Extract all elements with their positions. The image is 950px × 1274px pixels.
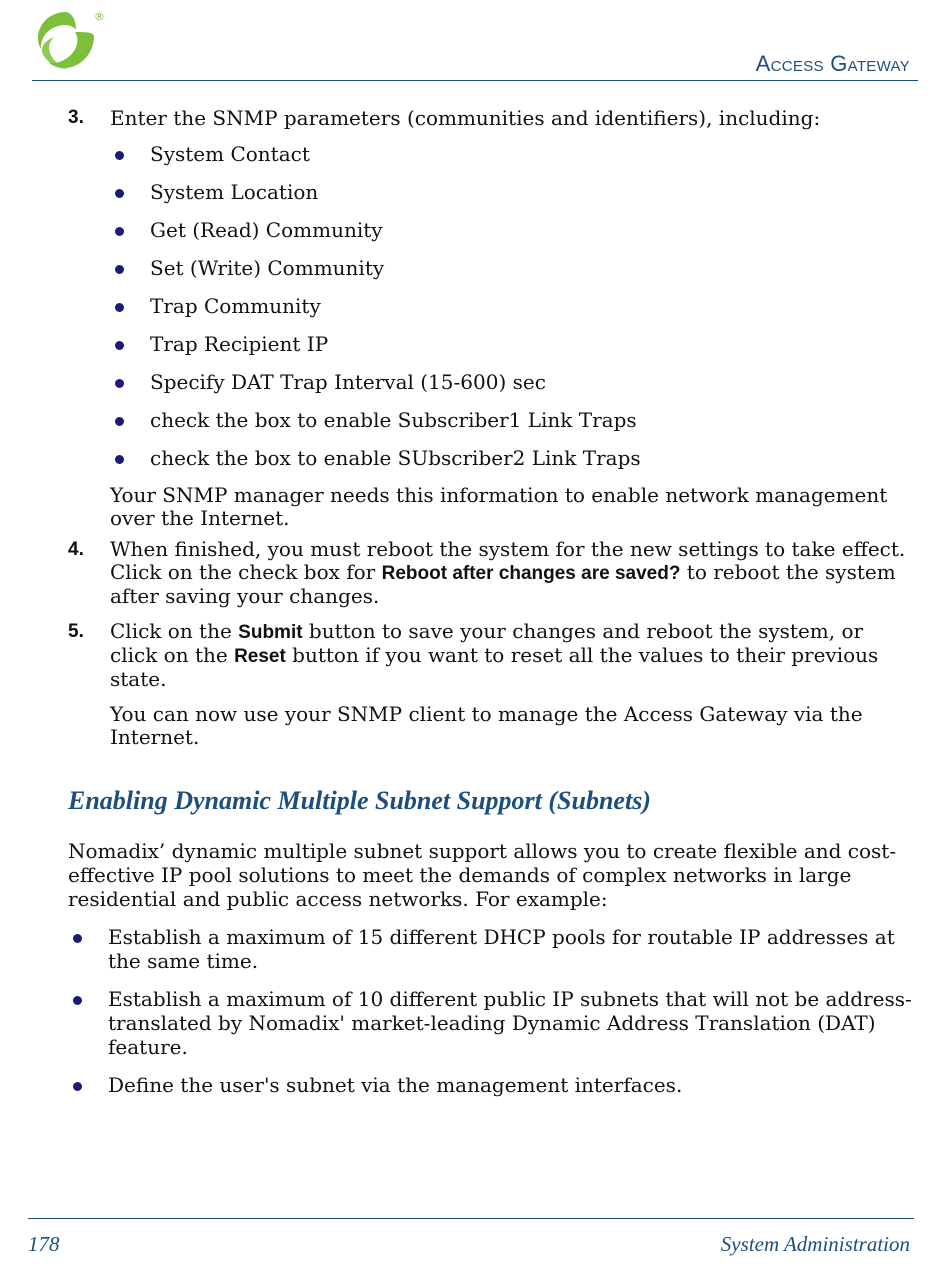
list-item: System Contact [110, 142, 914, 166]
list-item: Define the user's subnet via the management interfaces. [68, 1073, 914, 1097]
section-heading: Enabling Dynamic Multiple Subnet Support (Subnets) [68, 786, 651, 815]
step-text: Enter the SNMP parameters (communities and identifiers), including: [110, 106, 821, 130]
page-number: 178 [28, 1232, 60, 1256]
list-item: check the box to enable SUbscriber2 Link Traps [110, 446, 914, 470]
step-note: Your SNMP manager needs this information to enable network management over the Internet. [110, 483, 888, 530]
reboot-option-label: Reboot after changes are saved? [381, 563, 681, 584]
bullet-icon [115, 417, 124, 426]
section-intro: Nomadix’ dynamic multiple subnet support allows you to create flexible and cost-effective IP pool solutions to meet the demands of complex networks in large residential and public access networks. For example: [68, 839, 897, 911]
step-4 [68, 538, 914, 608]
list-item: Set (Write) Community [110, 256, 914, 280]
bullet-icon [115, 303, 124, 312]
chapter-title: System Administration [720, 1232, 910, 1256]
step-text: When finished, you must reboot the system for the new settings to take effect. Click on the check box for Reboot after changes are saved? to reboot the system after saving your changes. [110, 537, 906, 608]
list-item: Get (Read) Community [110, 218, 914, 242]
list-item: Establish a maximum of 10 different public IP subnets that will not be address-translated by Nomadix' market-leading Dynamic Address Translation (DAT) feature. [68, 987, 914, 1059]
list-item: Trap Recipient IP [110, 332, 914, 356]
header-title: Access Gateway [755, 51, 910, 76]
registered-mark: ® [94, 10, 105, 23]
step-number: 5. [68, 621, 84, 642]
page-content [68, 106, 914, 1111]
nomadix-logo-icon [28, 6, 108, 76]
step-3 [68, 106, 914, 530]
bullet-icon [73, 1082, 82, 1091]
header-divider [32, 80, 918, 81]
bullet-icon [115, 151, 124, 160]
bullet-icon [115, 379, 124, 388]
list-item: check the box to enable Subscriber1 Link Traps [110, 408, 914, 432]
subnet-feature-list [68, 925, 914, 1097]
step-number: 4. [68, 539, 84, 560]
snmp-parameter-list [110, 142, 914, 470]
step-5 [68, 620, 914, 749]
bullet-icon [115, 227, 124, 236]
reset-button-label: Reset [234, 646, 286, 667]
bullet-icon [115, 265, 124, 274]
bullet-icon [115, 341, 124, 350]
list-item: Specify DAT Trap Interval (15-600) sec [110, 370, 914, 394]
submit-button-label: Submit [238, 622, 303, 643]
bullet-icon [73, 996, 82, 1005]
list-item: System Location [110, 180, 914, 204]
list-item: Establish a maximum of 15 different DHCP pools for routable IP addresses at the same time. [68, 925, 914, 973]
step-note: You can now use your SNMP client to manage the Access Gateway via the Internet. [110, 702, 863, 749]
step-number: 3. [68, 107, 84, 128]
list-item: Trap Community [110, 294, 914, 318]
bullet-icon [73, 934, 82, 943]
bullet-icon [115, 189, 124, 198]
bullet-icon [115, 455, 124, 464]
footer-divider [28, 1218, 914, 1219]
step-text: Click on the Submit button to save your changes and reboot the system, or click on the Reset button if you want to reset all the values to their previous state. [110, 619, 879, 691]
